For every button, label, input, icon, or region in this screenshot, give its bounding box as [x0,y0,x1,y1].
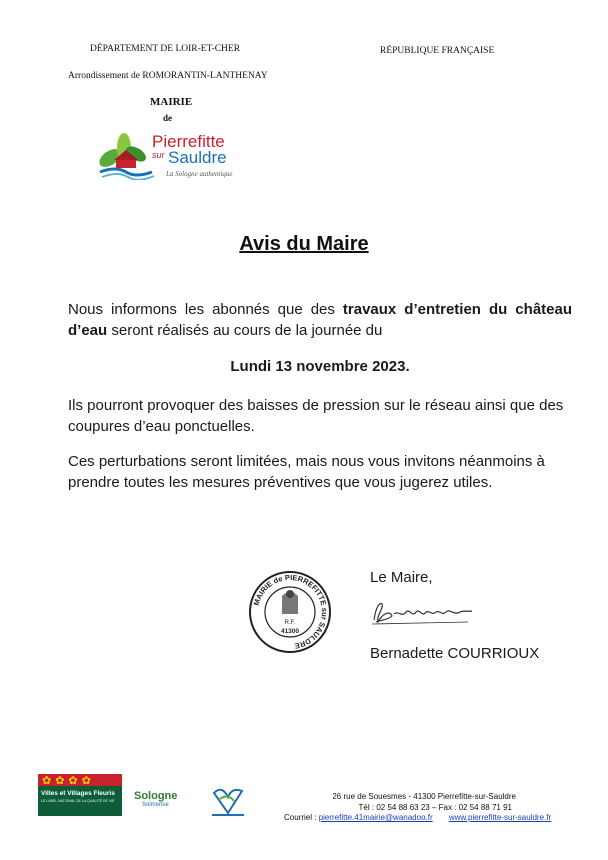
footer-contact [284,812,551,823]
paragraph-1-bold: travaux d’entretien du château d’eau [68,301,573,339]
email-link[interactable]: pierrefitte.41mairie@wanadoo.fr [318,813,433,822]
fleurs-icon: ✿✿✿✿ [38,774,122,786]
communaute-logo-icon [208,783,248,819]
stamp-code: 41300 [280,628,300,635]
paragraph-2: Ils pourront provoquer des baisses de pression sur le réseau ainsi que des coupures d’eau ponctuelles. [68,397,564,435]
logo-line1: Pierrefitte [152,132,225,151]
badge1-title: Villes et Villages Fleuris [41,790,115,797]
pierrefitte-logo [96,128,256,184]
mayor-role: Le Maire, [370,569,433,586]
stamp-ring-text: MAIRIE de PIERREFITTE sur SAULDRE [251,572,330,651]
website-link[interactable]: www.pierrefitte-sur-sauldre.fr [448,813,552,822]
badge1-sub: LE LABEL NATIONAL DE LA QUALITÉ DE VIE [41,799,115,803]
notice-title: Avis du Maire [239,233,369,255]
stamp-rf: R.F. [284,620,296,626]
villes-fleuris-badge [38,775,122,816]
notice-date: Lundi 13 novembre 2023. [230,358,410,375]
republique-label: RÉPUBLIQUE FRANÇAISE [380,46,495,56]
arrondissement-label: Arrondissement de ROMORANTIN-LANTHENAY [68,71,268,81]
footer-address: 26 rue de Souesmes - 41300 Pierrefitte-sur-Sauldre [332,792,516,801]
handwritten-signature [368,596,476,628]
footer-courriel-label: Courriel : [284,813,319,822]
mairie-label: MAIRIE [150,96,193,108]
de-label: de [163,113,172,123]
logo-sur: sur [152,150,165,160]
paragraph-1-text-c: seront réalisés au cours de la journée du [107,322,383,339]
departement-label: DÉPARTEMENT DE LOIR-ET-CHER [90,44,241,54]
paragraph-1 [68,299,572,341]
sologne-badge [134,790,177,808]
paragraph-3: Ces perturbations seront limitées, mais nous vous invitons néanmoins à prendre toutes les mesures préventives que vous jugerez utiles. [68,453,545,491]
paragraph-1-text-a: Nous informons les abonnés que des [68,301,343,318]
mayor-name: Bernadette COURRIOUX [370,645,540,662]
badge2-title: Sologne [134,790,178,802]
mairie-stamp [248,570,332,654]
logo-line2: Sauldre [168,148,227,167]
badge2-sub: Solmense [142,802,169,808]
leaf-icon [96,130,156,180]
footer-phone: Tél : 02 54 88 63 23 – Fax : 02 54 88 71 91 [358,803,512,812]
logo-tagline: La Sologne authentique [166,170,233,178]
